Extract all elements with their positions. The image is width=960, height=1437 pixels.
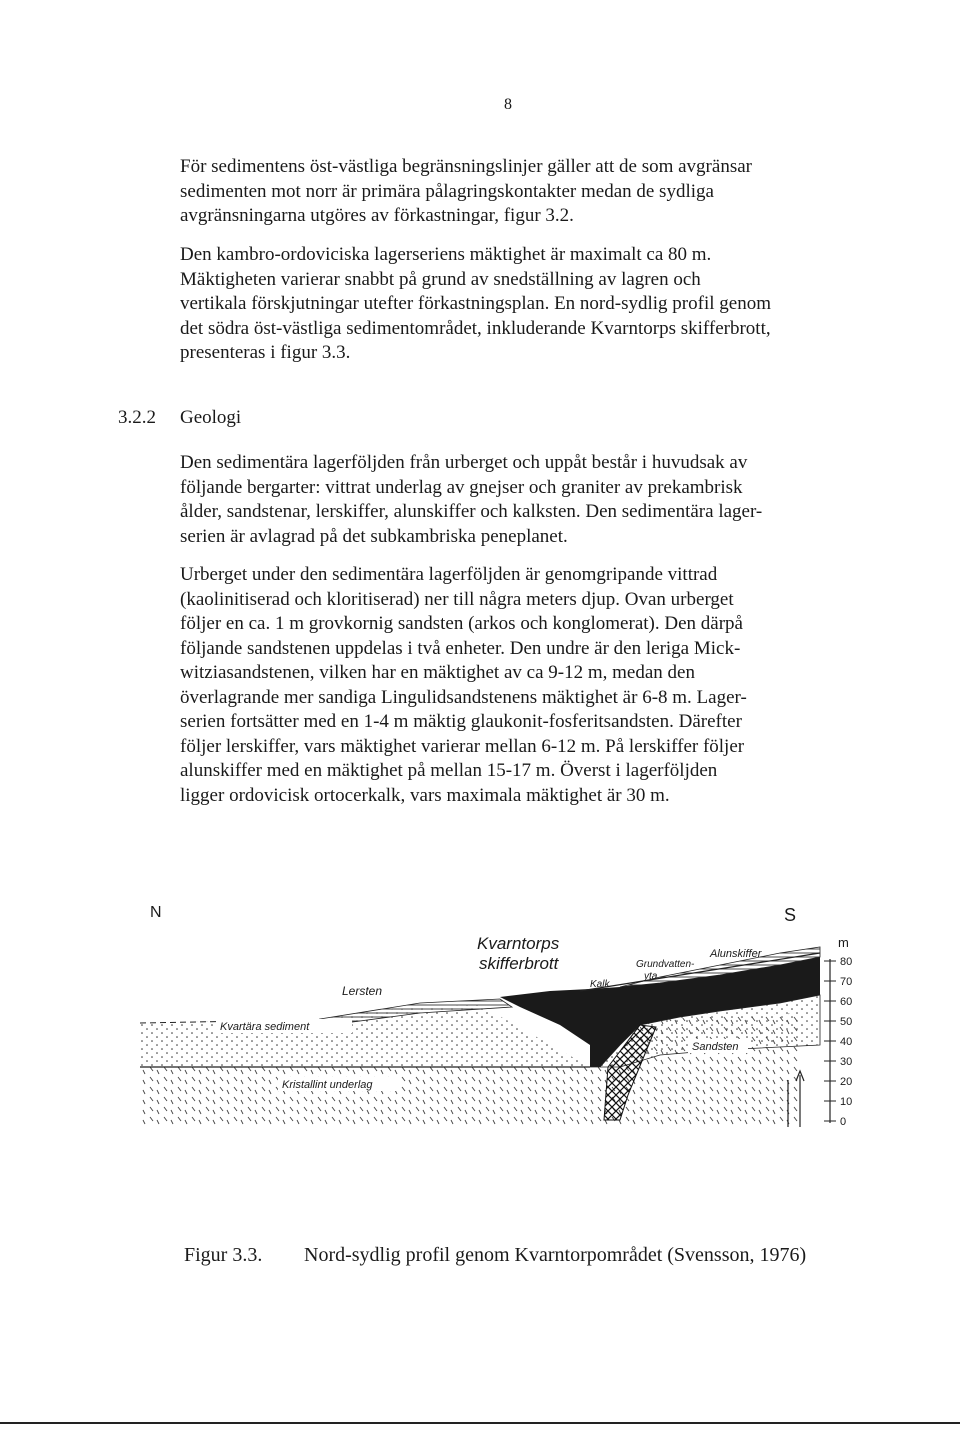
text-line: vertikala förskjutningar utefter förkastningsplan. En nord-sydlig profil genom (180, 293, 771, 314)
alunskiffer-label: Alunskiffer (710, 948, 762, 960)
geologi-paragraph-1 (180, 451, 820, 549)
quarry-label-line1: Kvarntorps (477, 934, 560, 953)
geologi-paragraph-2 (180, 563, 820, 808)
text-line: presenteras i figur 3.3. (180, 342, 351, 363)
sandsten-label: Sandsten (692, 1041, 739, 1053)
scale-tick-label: 60 (840, 996, 853, 1008)
text-line: avgränsningarna utgöres av förkastningar, figur 3.2. (180, 205, 574, 226)
kristallint-label: Kristallint underlag (282, 1079, 373, 1091)
text-line: följande bergarter: vittrat underlag av gnejser och graniter av prekambrisk (180, 476, 743, 498)
scale-ticks (824, 956, 852, 1128)
scale-unit: m (838, 935, 849, 950)
text-line: serien fortsätter med en 1-4 m mäktig glaukonit-fosferitsandsten. Därefter (180, 711, 742, 732)
text-line: sedimenten mot norr är primära pålagringskontakter medan de sydliga (180, 180, 714, 202)
text-line: Den kambro-ordoviciska lagerseriens mäktighet är maximalt ca 80 m. (180, 244, 712, 265)
geological-profile-figure (120, 895, 880, 1195)
section-number: 3.2.2 (118, 407, 156, 428)
text-line: serien är avlagrad på det subkambriska peneplanet. (180, 525, 568, 547)
text-line: För sedimentens öst-västliga begränsningslinjer gäller att de som avgränsar (180, 156, 752, 177)
lersten-label: Lersten (342, 984, 383, 998)
text-line: ligger ordovicisk ortocerkalk, vars maximala mäktighet är 30 m. (180, 784, 670, 806)
grundvatten-label-line2: yta (644, 971, 658, 982)
text-line: Urberget under den sedimentära lagerföljden är genomgripande vittrad (180, 564, 718, 585)
text-line: följer en ca. 1 m grovkornig sandsten (arkos och konglomerat). Den därpå (180, 613, 743, 634)
scale-tick-label: 30 (840, 1056, 853, 1068)
bottom-rule (0, 1422, 960, 1424)
scale-tick-label: 0 (840, 1116, 847, 1128)
kalk-label: Kalk (590, 979, 610, 990)
caption-label: Figur 3.3. (184, 1244, 263, 1266)
text-line: Den sedimentära lagerföljden från urberget och uppåt består i huvudsak av (180, 452, 748, 473)
text-line: (kaolinitiserad och kloritiserad) ner till några meters djup. Ovan urberget (180, 588, 734, 610)
kvartara-label: Kvartära sediment (220, 1021, 310, 1033)
north-label: N (150, 904, 162, 921)
text-line: alunskiffer med en mäktighet på mellan 15-17 m. Överst i lagerföljden (180, 760, 718, 781)
text-line: ålder, sandstenar, lerskiffer, alunskiffer och kalksten. Den sedimentära lager- (180, 501, 763, 522)
quarry-label-line2: skifferbrott (479, 954, 559, 973)
scale-tick-label: 70 (840, 976, 853, 988)
scale-tick-label: 50 (840, 1016, 853, 1028)
caption-text: Nord-sydlig profil genom Kvarntorpområdet (Svensson, 1976) (304, 1244, 807, 1266)
text-line: följer lerskiffer, vars mäktighet varierar mellan 6-12 m. På lerskiffer följer (180, 735, 745, 757)
scale-tick-label: 20 (840, 1076, 853, 1088)
section-title: Geologi (180, 407, 242, 428)
page-number: 8 (504, 96, 512, 113)
text-line: det södra öst-västliga sedimentområdet, inkluderande Kvarntorps skifferbrott, (180, 317, 771, 339)
scale-tick-label: 10 (840, 1096, 853, 1108)
profile-diagram (120, 895, 880, 1195)
intro-paragraph-1 (180, 155, 820, 229)
text-line: överlagrande mer sandiga Lingulidsandstenens mäktighet är 6-8 m. Lager- (180, 686, 747, 708)
south-label: S (784, 905, 797, 925)
grundvatten-label-line1: Grundvatten- (636, 959, 695, 970)
text-line: Mäktigheten varierar snabbt på grund av snedställning av lagren och (180, 268, 701, 290)
intro-paragraph-2 (180, 243, 820, 366)
text-line: följande sandstenen uppdelas i två enheter. Den undre är den leriga Mick- (180, 637, 741, 659)
text-line: witziasandstenen, vilken har en mäktighet av ca 9-12 m, medan den (180, 662, 695, 683)
scale-tick-label: 80 (840, 956, 853, 968)
scale-tick-label: 40 (840, 1036, 853, 1048)
